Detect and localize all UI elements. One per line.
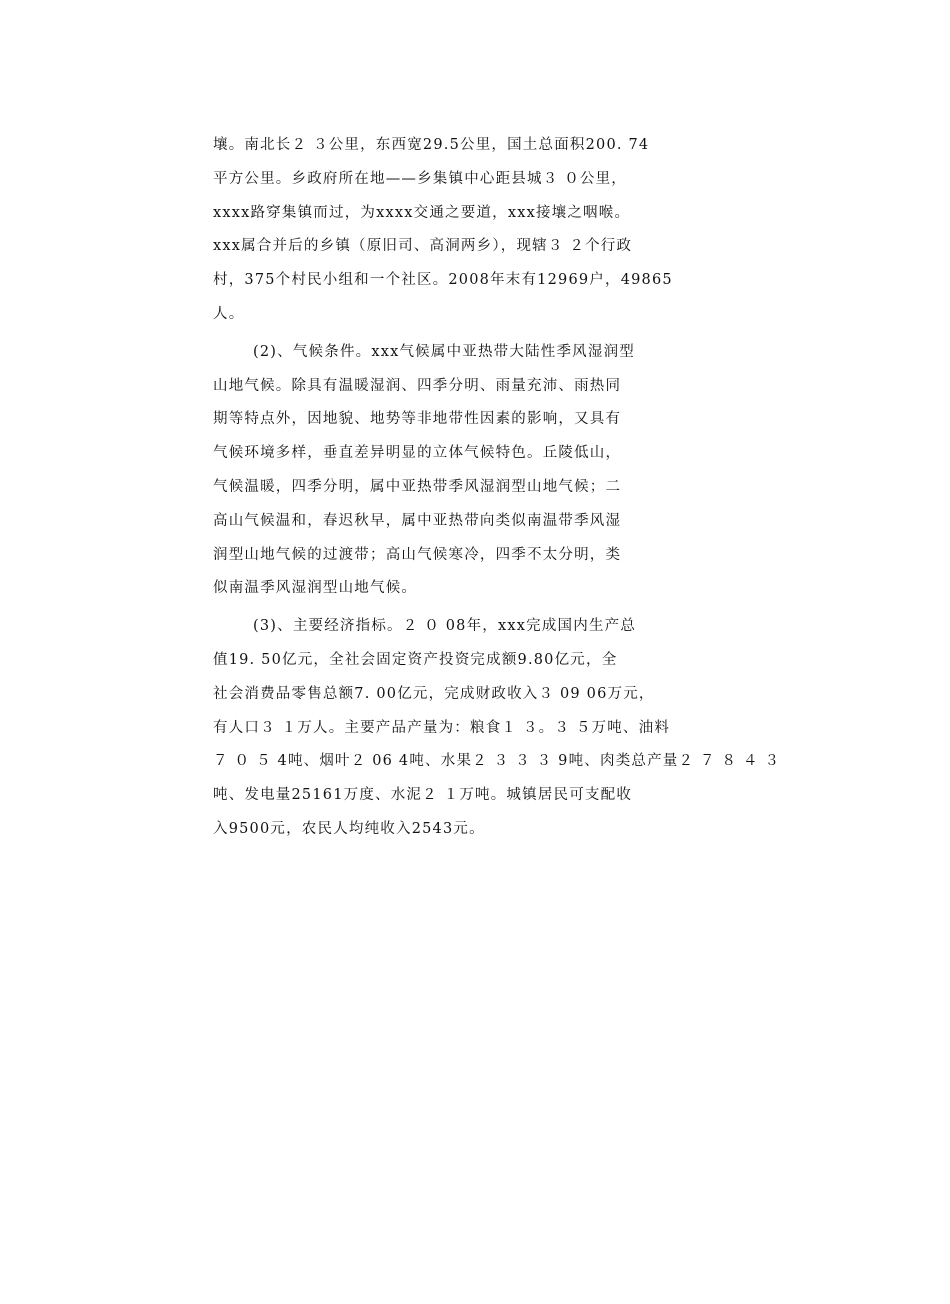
body-text (213, 132, 781, 850)
text-line: 人。 (213, 305, 245, 322)
paragraph-economy (213, 613, 781, 850)
text-line: 入9500元，农民人均纯收入2543元。 (213, 820, 485, 837)
text-line: xxxx路穿集镇而过，为xxxx交通之要道，xxx接壤之咽喉。 (213, 204, 631, 221)
text-line: 社会消费品零售总额7. 00亿元，完成财政收入３ 09 06万元， (213, 685, 655, 702)
text-line: 壤。南北长２ ３公里，东西宽29.5公里，国土总面积200. 74 (213, 137, 650, 153)
text-line: 气候温暖，四季分明，属中亚热带季风湿润型山地气候；二 (213, 478, 622, 495)
text-line: 吨、发电量25161万度、水泥２ １万吨。城镇居民可支配收 (213, 787, 633, 804)
text-line: 润型山地气候的过渡带；高山气候寒冷，四季不太分明，类 (213, 546, 622, 563)
text-line: xxx属合并后的乡镇（原旧司、高洞两乡），现辖３ ２个行政 (213, 238, 633, 255)
paragraph-climate (213, 339, 733, 609)
text-line: (2)、气候条件。xxx气候属中亚热带大陆性季风湿润型 (253, 343, 635, 360)
text-line: ７ ０ ５ 4吨、烟叶２ 06 4吨、水果２ ３ ３ ３ 9吨、肉类总产量２ ７ ８ ４ ３ (213, 753, 781, 770)
text-line: 高山气候温和，春迟秋早，属中亚热带向类似南温带季风湿 (213, 512, 622, 529)
text-line: 村，375个村民小组和一个社区。2008年末有12969户，49865 (213, 272, 673, 289)
text-line: 气候环境多样，垂直差异明显的立体气候特色。丘陵低山， (213, 445, 622, 462)
text-line: 平方公里。乡政府所在地——乡集镇中心距县城３ ０公里， (213, 170, 628, 187)
text-line: 期等特点外，因地貌、地势等非地带性因素的影响，又具有 (213, 411, 622, 428)
text-line: (3)、主要经济指标。２ ０ 08年，xxx完成国内生产总 (253, 618, 637, 635)
text-line: 似南温季风湿润型山地气候。 (213, 580, 418, 597)
text-line: 值19. 50亿元，全社会固定资产投资完成额9.80亿元，全 (213, 651, 618, 668)
text-line: 山地气候。除具有温暖湿润、四季分明、雨量充沛、雨热同 (213, 377, 622, 394)
paragraph-geography (213, 132, 733, 335)
text-line: 有人口３ １万人。主要产品产量为：粮食１ ３。３ ５万吨、油料 (213, 719, 671, 736)
